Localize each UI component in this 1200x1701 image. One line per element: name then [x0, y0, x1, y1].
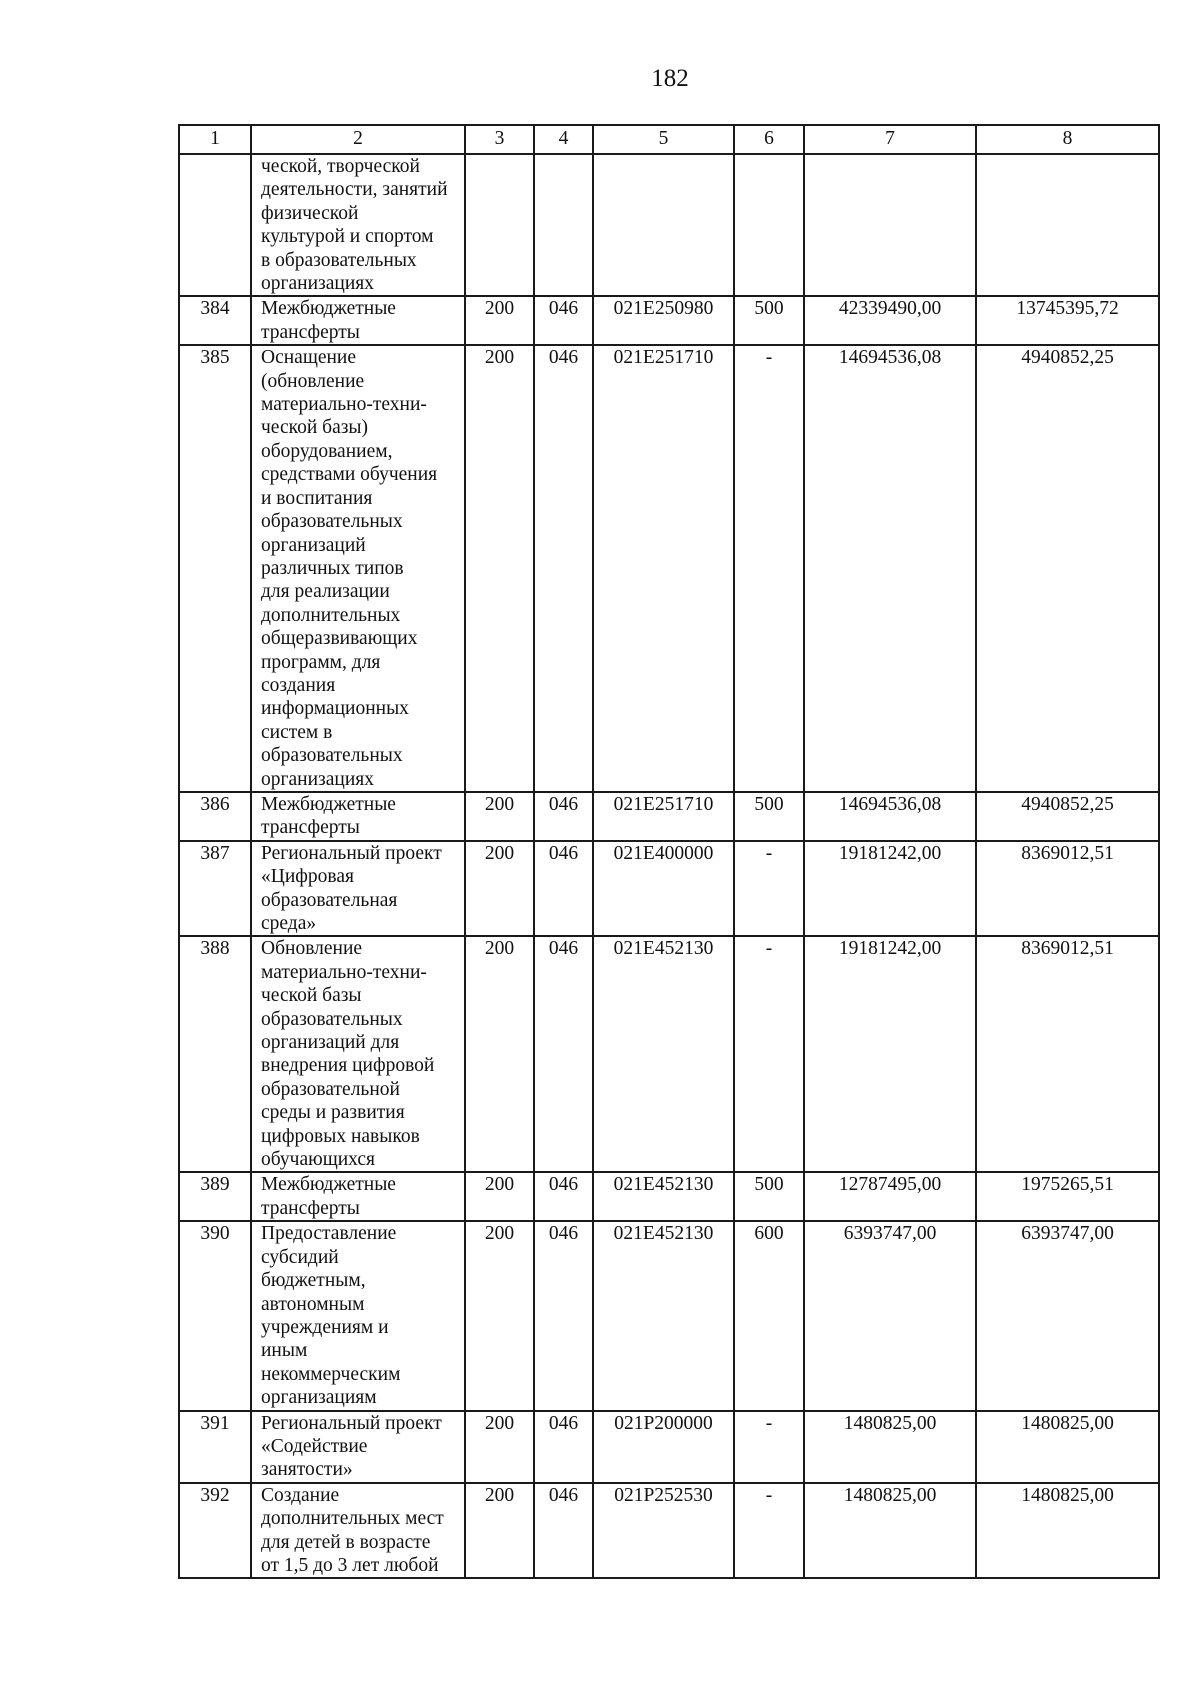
expense-type: 500	[734, 792, 804, 841]
row-name-line: трансферты	[261, 1197, 360, 1219]
table-row	[179, 1172, 1159, 1221]
expense-type: 500	[734, 1172, 804, 1221]
item-code	[534, 154, 593, 296]
amount-planned: 19181242,00	[804, 841, 976, 937]
row-name-line: информационных	[261, 698, 409, 720]
row-name-line: Межбюджетные	[261, 793, 396, 815]
expense-type	[734, 154, 804, 296]
item-code: 046	[534, 936, 593, 1172]
amount-executed: 1480825,00	[976, 1483, 1159, 1579]
row-name-line: создания	[261, 674, 336, 696]
row-name-line: ческой, творческой	[261, 156, 420, 177]
target-code: 021E251710	[593, 792, 734, 841]
table-header	[179, 125, 1159, 154]
row-name	[251, 345, 465, 792]
row-name	[251, 841, 465, 937]
row-name-line: среда»	[261, 913, 317, 934]
row-name-line: организаций	[261, 534, 366, 556]
expense-type: -	[734, 1411, 804, 1483]
row-name-line: дополнительных мест	[261, 1508, 444, 1530]
item-code: 046	[534, 792, 593, 841]
item-code: 046	[534, 345, 593, 792]
row-name-line: занятости»	[261, 1459, 353, 1481]
section-code: 200	[465, 345, 534, 792]
row-number: 384	[179, 296, 251, 345]
expense-type: -	[734, 841, 804, 937]
row-name-line: образовательных	[261, 745, 403, 767]
row-name-line: внедрения цифровой	[261, 1055, 435, 1077]
row-name-line: образовательных	[261, 1008, 403, 1030]
row-name	[251, 792, 465, 841]
row-name-line: учреждениям и	[261, 1316, 389, 1338]
column-header-1: 1	[179, 125, 251, 154]
section-code: 200	[465, 841, 534, 937]
column-header-7: 7	[804, 125, 976, 154]
row-name-line: бюджетным,	[261, 1270, 366, 1292]
row-name-line: от 1,5 до 3 лет любой	[261, 1554, 439, 1576]
row-name-line: для детей в возрасте	[261, 1531, 431, 1553]
row-name-line: культурой и спортом	[261, 226, 434, 248]
row-name-line: (обновление	[261, 370, 365, 392]
target-code: 021E251710	[593, 345, 734, 792]
amount-executed: 8369012,51	[976, 841, 1159, 937]
row-name-line: Предоставление	[261, 1223, 397, 1245]
target-code: 021P252530	[593, 1483, 734, 1579]
row-name	[251, 154, 465, 296]
section-code: 200	[465, 296, 534, 345]
amount-executed: 8369012,51	[976, 936, 1159, 1172]
amount-executed: 1975265,51	[976, 1172, 1159, 1221]
row-name-line: «Содействие	[261, 1435, 368, 1457]
amount-planned: 14694536,08	[804, 345, 976, 792]
amount-executed: 1480825,00	[976, 1411, 1159, 1483]
amount-planned	[804, 154, 976, 296]
expense-type: 500	[734, 296, 804, 345]
row-number: 387	[179, 841, 251, 937]
row-name-line: обучающихся	[261, 1149, 375, 1171]
row-name-line: Региональный проект	[261, 842, 442, 864]
item-code: 046	[534, 841, 593, 937]
section-code	[465, 154, 534, 296]
amount-planned: 19181242,00	[804, 936, 976, 1172]
row-name-line: образовательная	[261, 889, 398, 911]
section-code: 200	[465, 1411, 534, 1483]
column-header-8: 8	[976, 125, 1159, 154]
table-row	[179, 1483, 1159, 1579]
row-number: 386	[179, 792, 251, 841]
row-name-line: Межбюджетные	[261, 298, 396, 320]
row-name-line: и воспитания	[261, 487, 373, 509]
item-code: 046	[534, 1221, 593, 1410]
amount-planned: 14694536,08	[804, 792, 976, 841]
row-name-line: организациям	[261, 1387, 377, 1409]
row-name-line: ческой базы)	[261, 417, 369, 439]
row-name-line: деятельности, занятий	[261, 179, 448, 201]
target-code: 021E452130	[593, 1221, 734, 1410]
row-name-line: Обновление	[261, 938, 363, 960]
row-name-line: цифровых навыков	[261, 1125, 420, 1147]
table-row	[179, 841, 1159, 937]
amount-executed: 4940852,25	[976, 345, 1159, 792]
row-name-line: образовательной	[261, 1078, 400, 1100]
row-name-line: ческой базы	[261, 985, 362, 1007]
amount-planned: 1480825,00	[804, 1483, 976, 1579]
row-name-line: материально-техни-	[261, 961, 427, 983]
row-name-line: дополнительных	[261, 604, 401, 626]
table-row	[179, 296, 1159, 345]
row-name-line: средствами обучения	[261, 464, 438, 486]
section-code: 200	[465, 792, 534, 841]
row-number: 392	[179, 1483, 251, 1579]
column-header-4: 4	[534, 125, 593, 154]
table-row	[179, 1221, 1159, 1410]
row-number	[179, 154, 251, 296]
amount-executed: 4940852,25	[976, 792, 1159, 841]
row-name	[251, 936, 465, 1172]
row-name-line: среды и развития	[261, 1102, 405, 1124]
table-row	[179, 1411, 1159, 1483]
row-name	[251, 1221, 465, 1410]
row-name-line: некоммерческим	[261, 1363, 401, 1385]
row-name	[251, 1411, 465, 1483]
column-header-3: 3	[465, 125, 534, 154]
row-number: 389	[179, 1172, 251, 1221]
row-name	[251, 296, 465, 345]
row-number: 390	[179, 1221, 251, 1410]
target-code: 021P200000	[593, 1411, 734, 1483]
item-code: 046	[534, 1411, 593, 1483]
expense-type: 600	[734, 1221, 804, 1410]
table-row	[179, 154, 1159, 296]
target-code	[593, 154, 734, 296]
table-row	[179, 792, 1159, 841]
expense-type: -	[734, 345, 804, 792]
budget-table	[178, 124, 1160, 1579]
row-name-line: систем в	[261, 721, 333, 743]
row-name-line: различных типов	[261, 557, 404, 579]
row-name-line: образовательных	[261, 511, 403, 533]
amount-planned: 12787495,00	[804, 1172, 976, 1221]
item-code: 046	[534, 1172, 593, 1221]
amount-executed: 13745395,72	[976, 296, 1159, 345]
section-code: 200	[465, 1221, 534, 1410]
table-row	[179, 936, 1159, 1172]
row-name-line: в образовательных	[261, 249, 417, 271]
expense-type: -	[734, 1483, 804, 1579]
row-name-line: организациях	[261, 768, 374, 790]
section-code: 200	[465, 936, 534, 1172]
row-name-line: общеразвивающих	[261, 628, 418, 650]
column-header-5: 5	[593, 125, 734, 154]
row-name	[251, 1172, 465, 1221]
amount-planned: 6393747,00	[804, 1221, 976, 1410]
row-name-line: физической	[261, 202, 359, 224]
amount-executed: 6393747,00	[976, 1221, 1159, 1410]
row-name-line: Оснащение	[261, 347, 357, 369]
page-number: 182	[651, 65, 689, 92]
row-name-line: субсидий	[261, 1246, 339, 1268]
row-name-line: «Цифровая	[261, 866, 354, 888]
row-name-line: Создание	[261, 1484, 340, 1506]
target-code: 021E250980	[593, 296, 734, 345]
header-row	[179, 125, 1159, 154]
row-name-line: трансферты	[261, 321, 360, 343]
row-name-line: автономным	[261, 1293, 365, 1315]
column-header-2: 2	[251, 125, 465, 154]
row-name-line: для реализации	[261, 581, 390, 603]
item-code: 046	[534, 1483, 593, 1579]
section-code: 200	[465, 1483, 534, 1579]
item-code: 046	[534, 296, 593, 345]
section-code: 200	[465, 1172, 534, 1221]
row-name-line: организаций для	[261, 1032, 400, 1054]
row-number: 385	[179, 345, 251, 792]
row-name-line: организациях	[261, 273, 374, 295]
table-row	[179, 345, 1159, 792]
target-code: 021E452130	[593, 1172, 734, 1221]
row-name-line: Региональный проект	[261, 1412, 442, 1434]
row-name	[251, 1483, 465, 1579]
target-code: 021E452130	[593, 936, 734, 1172]
table-body	[179, 154, 1159, 1578]
row-name-line: программ, для	[261, 651, 381, 673]
column-header-6: 6	[734, 125, 804, 154]
target-code: 021E400000	[593, 841, 734, 937]
row-number: 391	[179, 1411, 251, 1483]
row-number: 388	[179, 936, 251, 1172]
expense-type: -	[734, 936, 804, 1172]
amount-planned: 1480825,00	[804, 1411, 976, 1483]
row-name-line: трансферты	[261, 817, 360, 839]
row-name-line: оборудованием,	[261, 440, 393, 462]
amount-planned: 42339490,00	[804, 296, 976, 345]
amount-executed	[976, 154, 1159, 296]
row-name-line: Межбюджетные	[261, 1174, 396, 1196]
row-name-line: материально-техни-	[261, 394, 427, 416]
row-name-line: иным	[261, 1340, 308, 1362]
